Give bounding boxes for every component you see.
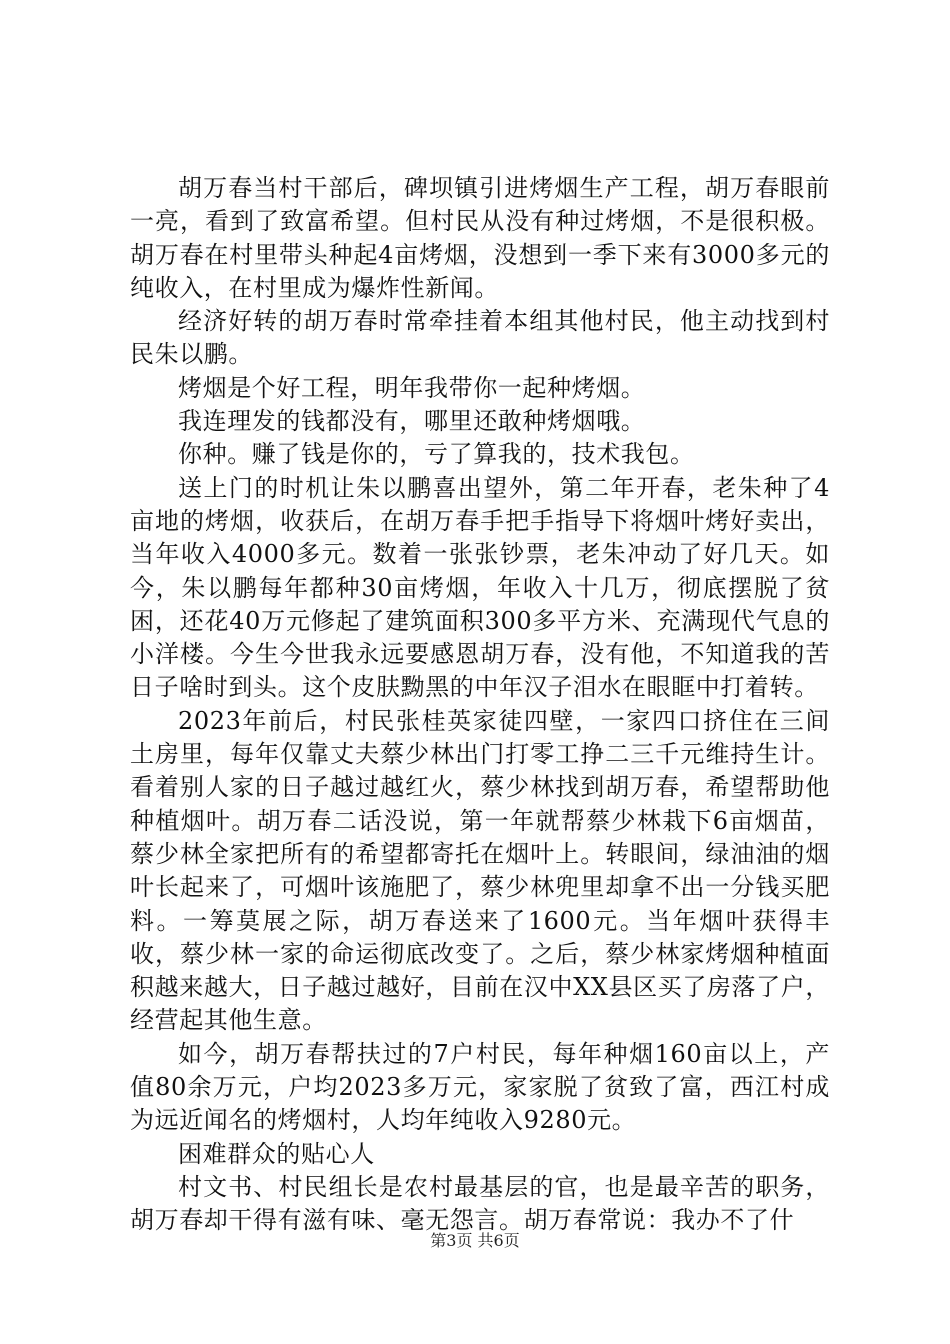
- paragraph-dialogue-offer: 烤烟是个好工程，明年我带你一起种烤烟。: [178, 373, 646, 402]
- paragraph-dialogue-guarantee: 你种。赚了钱是你的，亏了算我的，技术我包。: [178, 440, 695, 469]
- page-number-footer: 第3页 共6页: [430, 1231, 520, 1250]
- document-body: [130, 172, 830, 1238]
- paragraph-zhu-yipeng-success: 送上门的时机让朱以鹏喜出望外，第二年开春，老朱种了4亩地的烤烟，收获后，在胡万春手把手指导下将烟叶烤好卖出，当年收入4000多元。数着一张张钞票，老朱冲动了好几天。如今，朱以鹏每年都种30亩烤烟，年收入十几万，彻底摆脱了贫困，还花40万元修起了建筑面积300多平方米、充满现代气息的小洋楼。今生今世我永远要感恩胡万春，没有他，不知道我的苦日子啥时到头。这个皮肤黝黑的中年汉子泪水在眼眶中打着转。: [130, 473, 830, 702]
- paragraph-hu-wanchun-tobacco-start: 胡万春当村干部后，碑坝镇引进烤烟生产工程，胡万春眼前一亮，看到了致富希望。但村民从没有种过烤烟，不是很积极。胡万春在村里带头种起4亩烤烟，没想到一季下来有3000多元的纯收入，在村里成为爆炸性新闻。: [130, 174, 830, 302]
- section-heading: 困难群众的贴心人: [178, 1139, 375, 1168]
- paragraph-visit-zhu-yipeng: 经济好转的胡万春时常牵挂着本组其他村民，他主动找到村民朱以鹏。: [130, 307, 830, 369]
- paragraph-village-official: 村文书、村民组长是农村最基层的官，也是最辛苦的职务，胡万春却干得有滋有味、毫无怨言。胡万春常说：我办不了什: [130, 1172, 830, 1235]
- paragraph-village-results: 如今，胡万春帮扶过的7户村民，每年种烟160亩以上，产值80余万元，户均2023多万元，家家脱了贫致了富，西江村成为远近闻名的烤烟村，人均年纯收入9280元。: [130, 1039, 830, 1135]
- paragraph-dialogue-reply: 我连理发的钱都没有，哪里还敢种烤烟哦。: [178, 407, 646, 436]
- paragraph-cai-shaolin-story: 2023年前后，村民张桂英家徒四壁，一家四口挤住在三间土房里，每年仅靠丈夫蔡少林出门打零工挣二三千元维持生计。看着别人家的日子越过越红火，蔡少林找到胡万春，希望帮助他种植烟叶。胡万春二话没说，第一年就帮蔡少林栽下6亩烟苗，蔡少林全家把所有的希望都寄托在烟叶上。转眼间，绿油油的烟叶长起来了，可烟叶该施肥了，蔡少林兜里却拿不出一分钱买肥料。一筹莫展之际，胡万春送来了1600元。当年烟叶获得丰收，蔡少林一家的命运彻底改变了。之后，蔡少林家烤烟种植面积越来越大，日子越过越好，目前在汉中XX县区买了房落了户，经营起其他生意。: [130, 706, 830, 1035]
